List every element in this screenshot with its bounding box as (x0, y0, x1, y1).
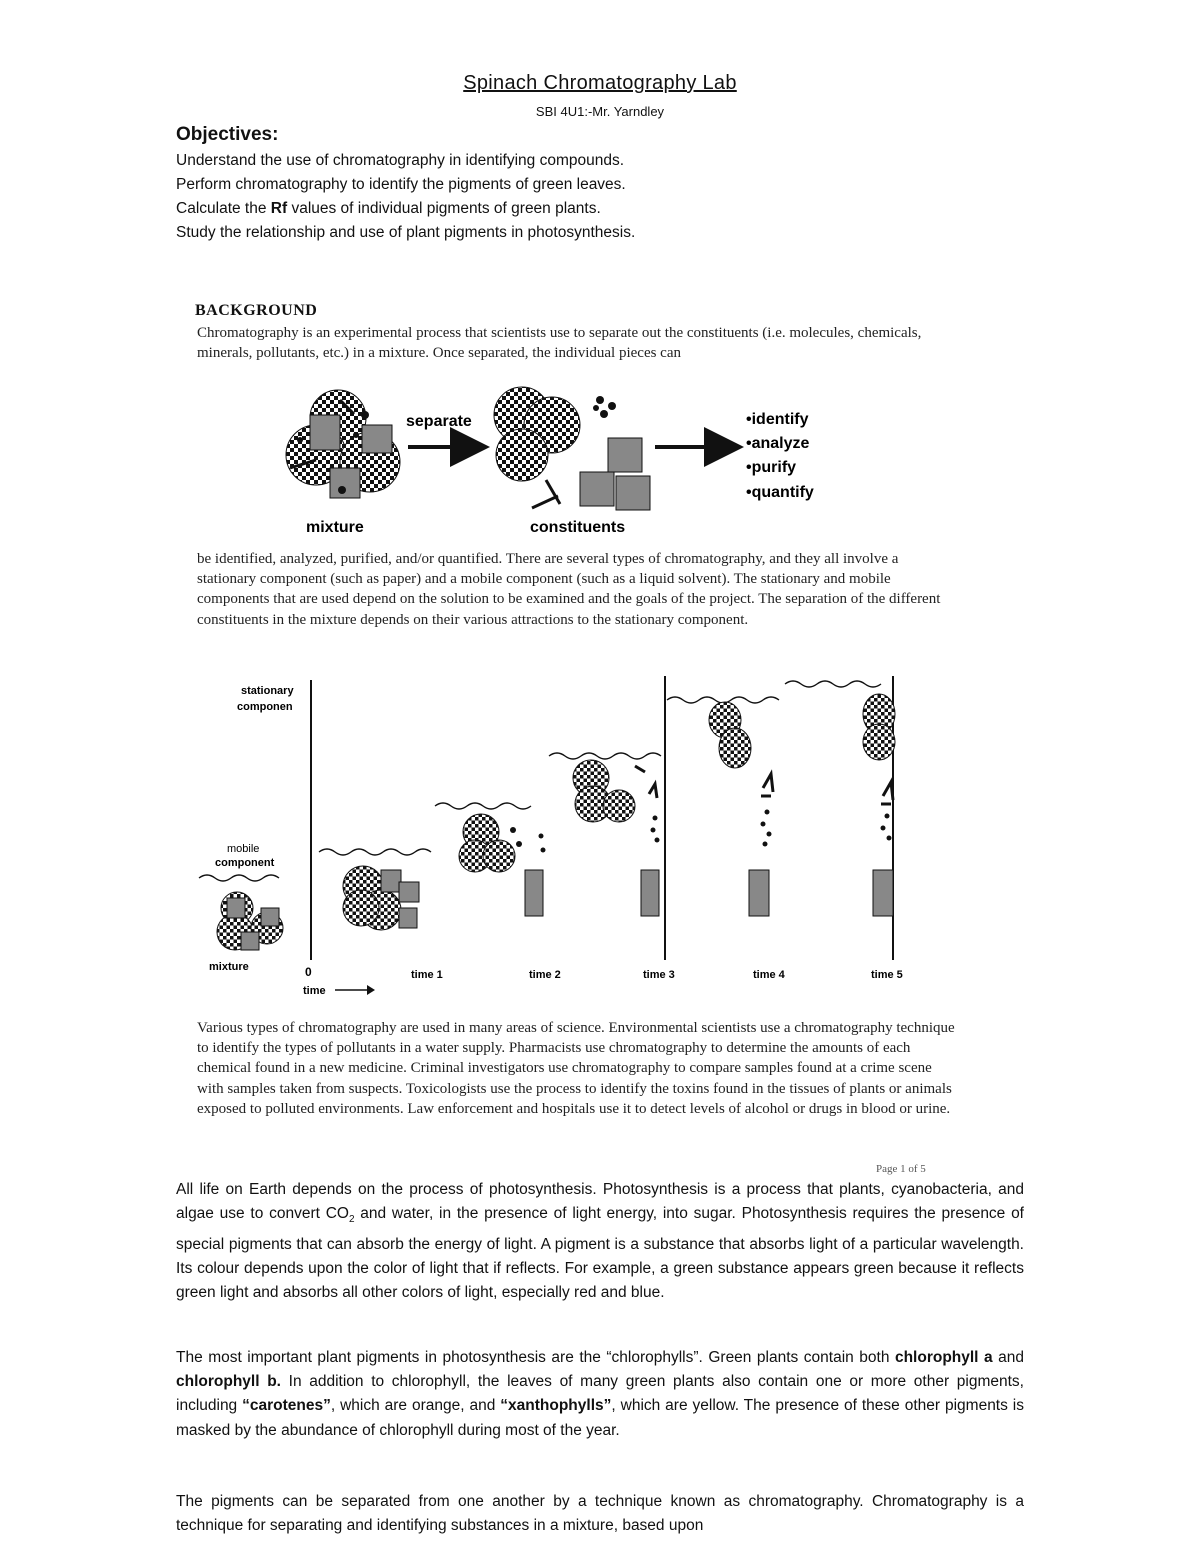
time-arrowhead (367, 985, 375, 995)
objective-3 (176, 200, 601, 218)
p2-text-e: , which are orange, and (330, 1397, 501, 1415)
time5-spots (863, 694, 895, 916)
analyze-label: •analyze (746, 435, 810, 452)
time1-label: time 1 (411, 969, 443, 981)
background-continuation: be identified, analyzed, purified, and/or quantified. There are several types of chromatography, and they all involve a stationary component (such as paper) and a mobile component (such as a liquid solvent). The stationary and mobile components that are used depend on the solution to be examined and the goals of the project. The separation of the different constituents in the mixture depends on their various attractions to the stationary component. (197, 551, 941, 628)
separate-label: separate (406, 413, 472, 430)
p2-text-c: and (992, 1349, 1024, 1366)
objective-2: Perform chromatography to identify the pigments of green leaves. (176, 176, 626, 193)
stationary-label: stationary (241, 685, 294, 697)
purify-label: •purify (746, 459, 797, 476)
p1-subscript: 2 (348, 1214, 355, 1226)
constituents-blob (494, 387, 650, 510)
time1-spots (343, 866, 419, 930)
component-label: component (215, 857, 275, 869)
separation-diagram (270, 380, 850, 545)
chlorophyll-b-term: chlorophyll b. (176, 1373, 281, 1391)
time2-spots (459, 814, 546, 916)
paragraph-chromatography: The pigments can be separated from one another by a technique known as chromatography. Chromatography is a technique for separating and identifying substances in a mixture, based upon (176, 1493, 1024, 1535)
p1-text-b: and water, in the presence of light energy, into sugar. Photosynthesis requires the presence of special pigments that can absorb the energy of light. A pigment is a substance that absorbs light of a particular wavelength. Its colour depends upon the color of light that if reflects. For example, a green substance appears green because it reflects green light and absorbs all other colors of light, especially red and blue. (176, 1205, 1024, 1301)
mixture-blob (286, 390, 400, 498)
p2-text-a: The most important plant pigments in photosynthesis are the “chlorophylls”. Green plants contain both (176, 1349, 895, 1366)
time5-label: time 5 (871, 969, 903, 981)
p1-text-a: All life on Earth depends on the process of photosynthesis. Photosynthesis is a process that plants, cyanobacteria, and algae use to convert CO (176, 1181, 1024, 1223)
componen-label: componen (237, 701, 293, 713)
chromatography-time-diagram (195, 670, 925, 1000)
page-title: Spinach Chromatography Lab (463, 72, 737, 94)
mixture-label: mixture (306, 519, 364, 536)
mobile-label: mobile (227, 843, 260, 855)
constituents-label: constituents (530, 519, 626, 536)
p2-text-f: , which are yellow. The presence of these other pigments is masked by the abundance of chlorophyll during most of the year. (176, 1397, 1024, 1439)
mixture-start (217, 892, 283, 950)
paragraph-photosynthesis (176, 1178, 1024, 1305)
p2-text-d: In addition to chlorophyll, the leaves of many green plants also contain one or more other pigments, including (176, 1373, 1024, 1415)
time4-spots (709, 702, 773, 916)
objective-3-post: values of individual pigments of green plants. (287, 200, 601, 217)
objective-1: Understand the use of chromatography in identifying compounds. (176, 152, 625, 169)
time-zero-label: 0 (305, 965, 312, 979)
identify-label: •identify (746, 411, 809, 428)
background-uses: Various types of chromatography are used in many areas of science. Environmental scientists use a chromatography technique to identify the types of pollutants in a water supply. Pharmacists use chromatography to determine the amounts of each chemical found in a new medicine. Criminal investigators use chromatography to compare samples found at a crime scene with samples taken from suspects. Toxicologists use the process to identify the toxins found in the tissues of plants or animals exposed to polluted environments. Law enforcement and hospitals use it to detect levels of alcohol or drugs in blood or urine. (197, 1020, 955, 1117)
background-intro: Chromatography is an experimental process that scientists use to separate out the constituents (i.e. molecules, chemicals, minerals, pollutants, etc.) in a mixture. Once separated, the individual pieces can (197, 325, 922, 362)
paragraph-pigments (176, 1346, 1024, 1443)
solvent-fronts (199, 681, 881, 881)
time3-label: time 3 (643, 969, 675, 981)
rf-term: Rf (270, 200, 288, 217)
background-heading: BACKGROUND (195, 302, 318, 319)
chlorophyll-a-term: chlorophyll a (894, 1349, 993, 1366)
time3-spots (573, 760, 660, 916)
time-axis-label: time (303, 985, 326, 997)
time4-label: time 4 (753, 969, 785, 981)
xanthophylls-term: “xanthophylls” (500, 1397, 612, 1415)
course-subtitle: SBI 4U1:-Mr. Yarndley (535, 104, 665, 119)
objective-3-pre: Calculate the (176, 200, 271, 217)
objectives-heading: Objectives: (176, 124, 279, 145)
carotenes-term: “carotenes” (242, 1397, 331, 1415)
time2-label: time 2 (529, 969, 561, 981)
page-number: Page 1 of 5 (876, 1163, 926, 1175)
mixture-small-label: mixture (209, 961, 249, 973)
quantify-label: •quantify (746, 484, 814, 501)
objective-4: Study the relationship and use of plant pigments in photosynthesis. (176, 224, 636, 241)
